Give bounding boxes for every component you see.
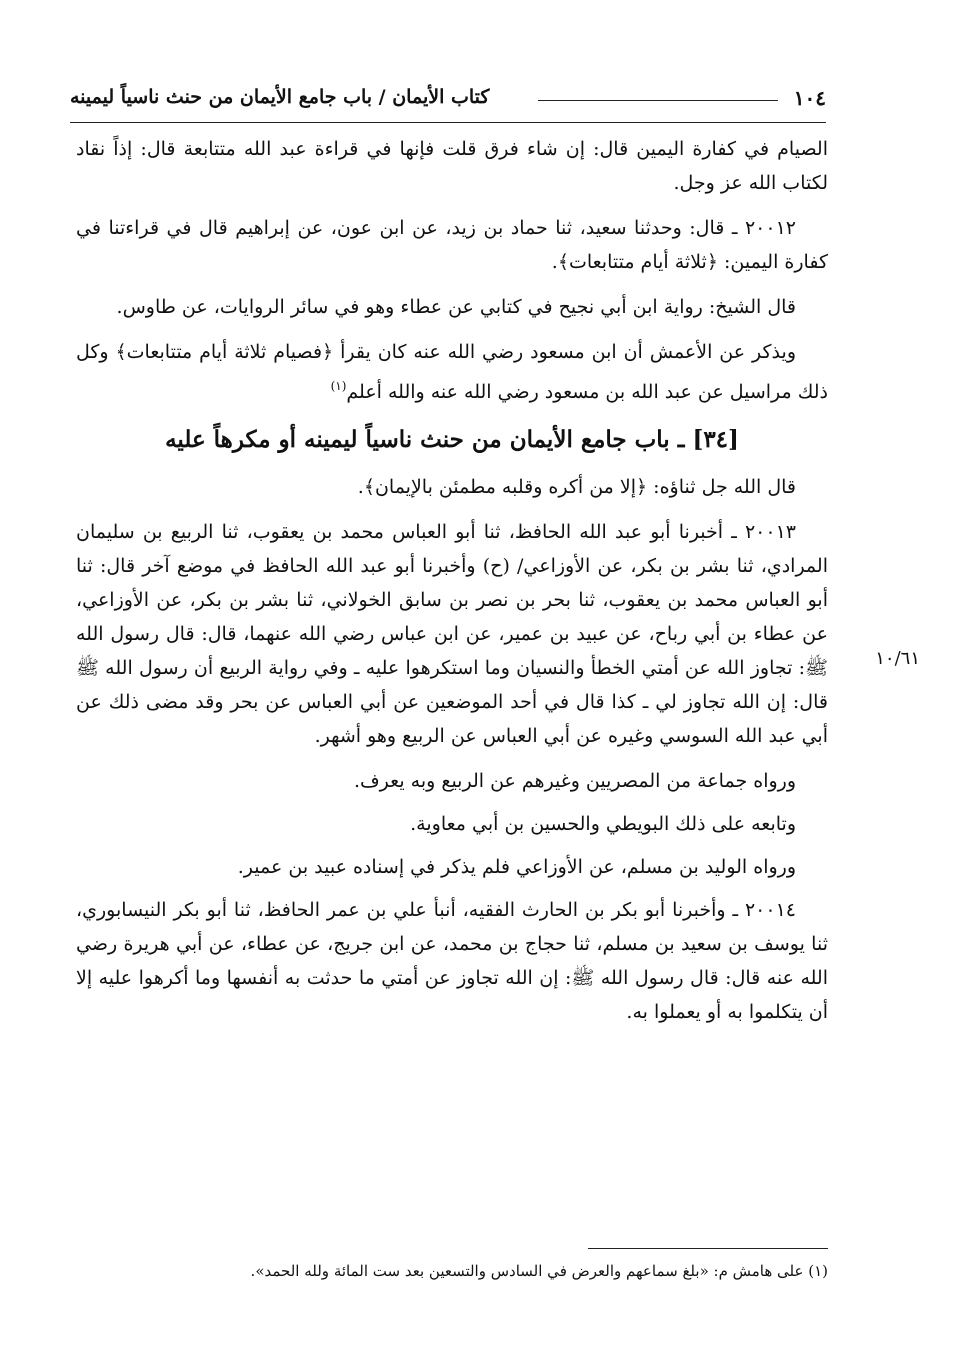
header-rule bbox=[538, 100, 778, 101]
paragraph bbox=[76, 335, 828, 409]
body-text bbox=[76, 132, 828, 1040]
section-heading: [٣٤] ـ باب جامع الأيمان من حنث ناسياً ليمينه أو مكرهاً عليه bbox=[165, 426, 739, 453]
paragraph: ورواه الوليد بن مسلم، عن الأوزاعي فلم يذكر في إسناده عبيد بن عمير. bbox=[237, 856, 796, 878]
paragraph: وتابعه على ذلك البويطي والحسين بن أبي معاوية. bbox=[410, 813, 796, 835]
paragraph: ورواه جماعة من المصريين وغيرهم عن الربيع وبه يعرف. bbox=[353, 770, 796, 792]
footnote-marker: (١) bbox=[330, 379, 347, 393]
paragraph: الصيام في كفارة اليمين قال: إن شاء فرق قلت فإنها في قراءة عبد الله متتابعة قال: إذاً نقاد لكتاب الله عز وجل. bbox=[76, 138, 828, 194]
page-header bbox=[70, 82, 826, 123]
running-title: كتاب الأيمان / باب جامع الأيمان من حنث ناسياً ليمينه bbox=[70, 86, 490, 108]
footnote-rule bbox=[588, 1248, 828, 1249]
paragraph: قال الله جل ثناؤه: ﴿إلا من أكره وقلبه مطمئن بالإيمان﴾. bbox=[357, 476, 796, 498]
margin-note: ١٠/٦١ bbox=[875, 648, 920, 669]
paragraph: ٢٠٠١٤ ـ وأخبرنا أبو بكر بن الحارث الفقيه، أنبأ علي بن عمر الحافظ، ثنا أبو بكر النيسابوري، ثنا يوسف بن سعيد بن مسلم، ثنا حجاج بن محمد، عن ابن جريج، عن عطاء، عن أبي هريرة رضي الله عنه قال: قال رسول الله ﷺ: إن الله تجاوز عن أمتي ما حدثت به أنفسها وما أكرهوا عليه إلا أن يتكلموا به أو يعملوا به. bbox=[76, 899, 828, 1023]
paragraph-text: ويذكر عن الأعمش أن ابن مسعود رضي الله عنه كان يقرأ ﴿فصيام ثلاثة أيام متتابعات﴾ وكل ذلك مراسيل عن عبد الله بن مسعود رضي الله عنه والله أعلم bbox=[76, 341, 828, 403]
paragraph: ٢٠٠١٣ ـ أخبرنا أبو عبد الله الحافظ، ثنا أبو العباس محمد بن يعقوب، ثنا الربيع بن سليمان المرادي، ثنا بشر بن بكر، عن الأوزاعي/ (ح) وأخبرنا أبو عبد الله الحافظ في موضع آخر قال: ثنا أبو العباس محمد بن يعقوب، ثنا بحر بن نصر بن سابق الخولاني، ثنا بشر بن بكر، عن الأوزاعي، عن عطاء بن أبي رباح، عن عبيد بن عمير، عن ابن عباس رضي الله عنهما، قال: قال رسول الله ﷺ: تجاوز الله عن أمتي الخطأ والنسيان وما استكرهوا عليه ـ وفي رواية الربيع أن رسول الله ﷺ قال: إن الله تجاوز لي ـ كذا قال في أحد الموضعين عن أبي العباس عن بحر وقد مضى ذلك عن أبي عبد الله السوسي وغيره عن أبي العباس عن الربيع وهو أشهر. bbox=[76, 521, 828, 747]
page-number: ١٠٤ bbox=[793, 86, 826, 110]
paragraph: قال الشيخ: رواية ابن أبي نجيح في كتابي عن عطاء وهو في سائر الروايات، عن طاوس. bbox=[116, 296, 796, 318]
paragraph: ٢٠٠١٢ ـ قال: وحدثنا سعيد، ثنا حماد بن زيد، عن ابن عون، عن إبراهيم قال في قراءتنا في كفارة اليمين: ﴿ثلاثة أيام متتابعات﴾. bbox=[76, 217, 828, 273]
footnote: (١) على هامش م: «بلغ سماعهم والعرض في السادس والتسعين بعد ست المائة ولله الحمد». bbox=[250, 1262, 828, 1280]
